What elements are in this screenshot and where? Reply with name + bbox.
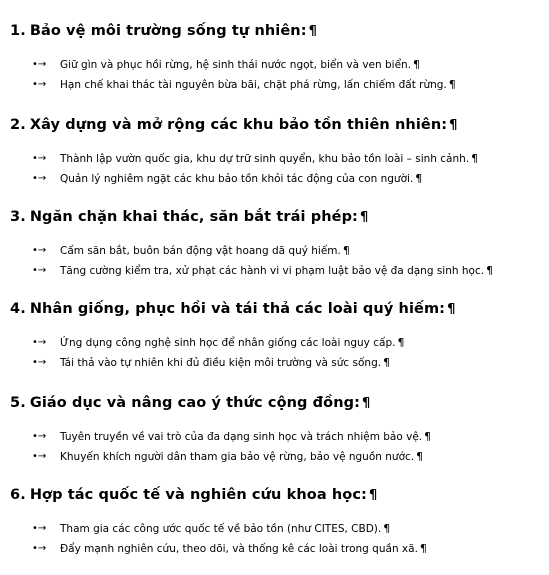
list-item-text: Cấm săn bắt, buôn bán động vật hoang dã quý hiếm. <box>60 245 341 257</box>
section-5 <box>10 392 545 467</box>
list-item-text: Giữ gìn và phục hồi rừng, hệ sinh thái nước ngọt, biển và ven biển. <box>60 59 412 71</box>
bullet-list <box>10 519 545 559</box>
bullet-list <box>10 333 545 373</box>
pilcrow-mark: ¶ <box>362 396 371 411</box>
section-title: Bảo vệ môi trường sống tự nhiên: <box>29 23 307 39</box>
bullet-arrow-icon: •→ <box>32 59 47 70</box>
pilcrow-mark: ¶ <box>342 244 350 257</box>
section-number: 6. <box>10 487 26 503</box>
bullet-list <box>10 55 545 95</box>
pilcrow-mark: ¶ <box>424 430 432 443</box>
list-item-text: Tuyên truyền về vai trò của đa dạng sinh học và trách nhiệm bảo vệ. <box>60 431 423 443</box>
section-3 <box>10 206 545 281</box>
section-number: 3. <box>10 209 26 225</box>
section-heading <box>10 206 545 229</box>
section-title: Giáo dục và nâng cao ý thức cộng đồng: <box>29 395 361 411</box>
bullet-arrow-icon: •→ <box>32 357 47 368</box>
list-item-text: Tăng cường kiểm tra, xử phạt các hành vi vi phạm luật bảo vệ đa dạng sinh học. <box>60 265 485 277</box>
pilcrow-mark: ¶ <box>359 210 369 225</box>
list-item <box>10 447 545 467</box>
bullet-arrow-icon: •→ <box>32 173 47 184</box>
list-item-text: Hạn chế khai thác tài nguyên bừa bãi, chặt phá rừng, lấn chiếm đất rừng. <box>60 79 447 91</box>
pilcrow-mark: ¶ <box>416 450 424 463</box>
list-item-text: Thành lập vườn quốc gia, khu dự trữ sinh quyển, khu bảo tồn loài – sinh cảnh. <box>60 153 470 165</box>
list-item <box>10 169 545 189</box>
pilcrow-mark: ¶ <box>368 488 378 503</box>
pilcrow-mark: ¶ <box>383 522 391 535</box>
section-heading <box>10 484 545 507</box>
bullet-list <box>10 241 545 281</box>
section-1 <box>10 20 545 95</box>
list-item <box>10 427 545 447</box>
section-2 <box>10 114 545 189</box>
section-heading <box>10 298 545 321</box>
bullet-list <box>10 149 545 189</box>
list-item <box>10 353 545 373</box>
pilcrow-mark: ¶ <box>308 24 317 39</box>
list-item <box>10 149 545 169</box>
list-item-text: Quản lý nghiêm ngặt các khu bảo tồn khỏi tác động của con người. <box>60 173 414 185</box>
section-title: Hợp tác quốc tế và nghiên cứu khoa học: <box>29 487 367 503</box>
bullet-arrow-icon: •→ <box>32 451 47 462</box>
bullet-list <box>10 427 545 467</box>
list-item <box>10 539 545 559</box>
list-item <box>10 519 545 539</box>
bullet-arrow-icon: •→ <box>32 79 47 90</box>
section-4 <box>10 298 545 373</box>
list-item-text: Tái thả vào tự nhiên khi đủ điều kiện môi trường và sức sống. <box>60 357 382 369</box>
pilcrow-mark: ¶ <box>449 118 458 133</box>
list-item <box>10 241 545 261</box>
section-number: 2. <box>10 117 26 133</box>
pilcrow-mark: ¶ <box>447 302 456 317</box>
pilcrow-mark: ¶ <box>383 356 391 369</box>
bullet-arrow-icon: •→ <box>32 265 47 276</box>
section-title: Nhân giống, phục hồi và tái thả các loài quý hiếm: <box>29 301 446 317</box>
list-item <box>10 75 545 95</box>
section-number: 4. <box>10 301 26 317</box>
section-heading <box>10 114 545 137</box>
bullet-arrow-icon: •→ <box>32 543 47 554</box>
pilcrow-mark: ¶ <box>471 152 479 165</box>
pilcrow-mark: ¶ <box>448 78 456 91</box>
list-item <box>10 333 545 353</box>
bullet-arrow-icon: •→ <box>32 153 47 164</box>
pilcrow-mark: ¶ <box>419 542 427 555</box>
section-heading <box>10 392 545 415</box>
section-title: Xây dựng và mở rộng các khu bảo tồn thiên nhiên: <box>29 117 448 133</box>
bullet-arrow-icon: •→ <box>32 523 47 534</box>
bullet-arrow-icon: •→ <box>32 245 47 256</box>
section-number: 5. <box>10 395 26 411</box>
pilcrow-mark: ¶ <box>397 336 405 349</box>
list-item <box>10 261 545 281</box>
pilcrow-mark: ¶ <box>486 264 494 277</box>
section-6 <box>10 484 545 559</box>
list-item-text: Đẩy mạnh nghiên cứu, theo dõi, và thống kê các loài trong quần xã. <box>60 543 418 555</box>
list-item-text: Ứng dụng công nghệ sinh học để nhân giống các loài nguy cấp. <box>60 337 396 349</box>
list-item-text: Khuyến khích người dân tham gia bảo vệ rừng, bảo vệ nguồn nước. <box>60 451 415 463</box>
pilcrow-mark: ¶ <box>413 58 421 71</box>
bullet-arrow-icon: •→ <box>32 337 47 348</box>
section-title: Ngăn chặn khai thác, săn bắt trái phép: <box>29 209 358 225</box>
section-number: 1. <box>10 23 26 39</box>
list-item-text: Tham gia các công ước quốc tế về bảo tồn (như CITES, CBD). <box>60 523 382 535</box>
bullet-arrow-icon: •→ <box>32 431 47 442</box>
pilcrow-mark: ¶ <box>415 172 423 185</box>
section-heading <box>10 20 545 43</box>
list-item <box>10 55 545 75</box>
